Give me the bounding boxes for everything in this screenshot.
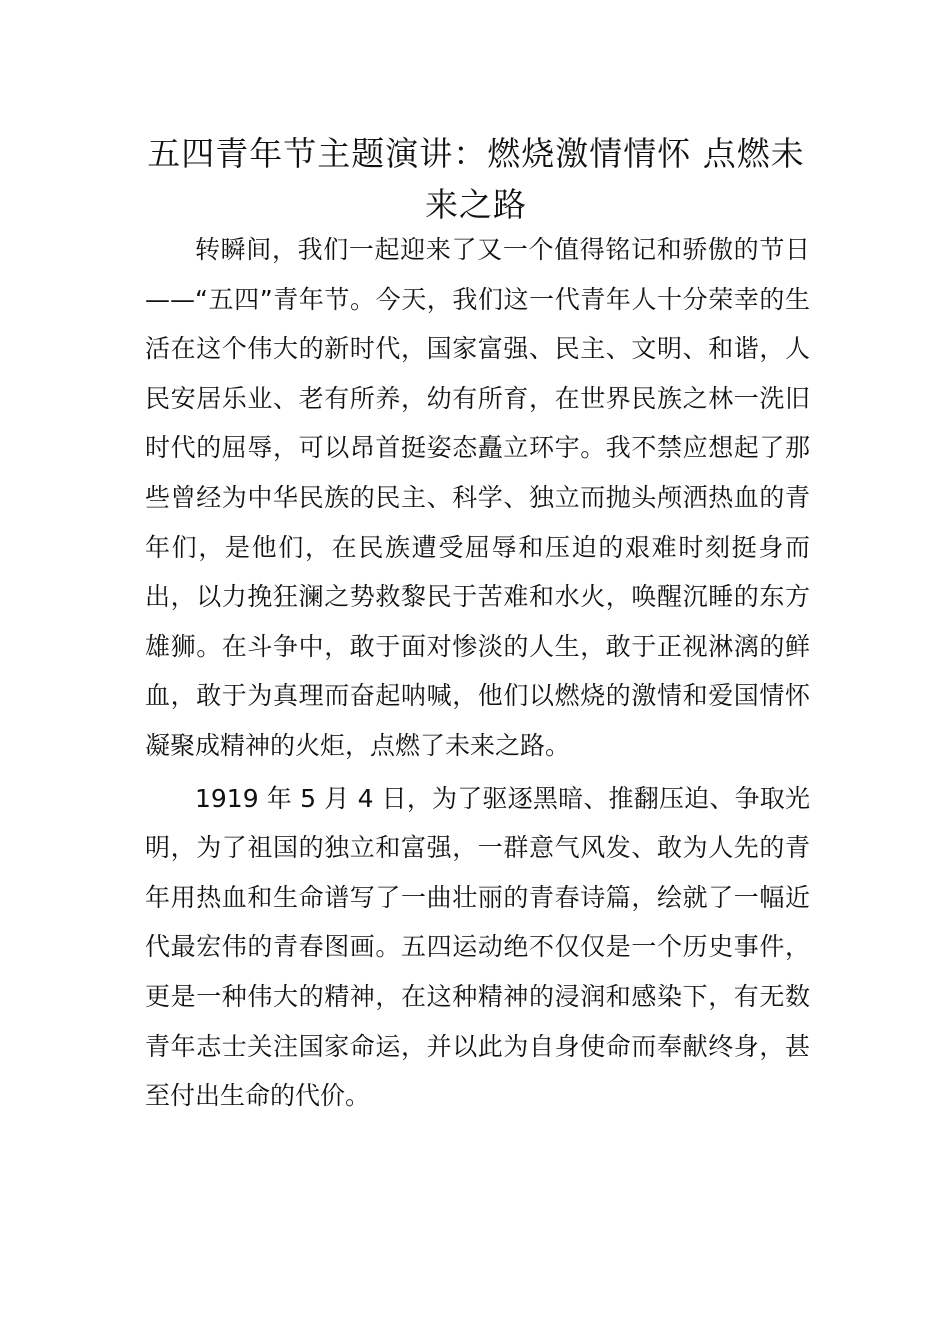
- paragraph-1: 转瞬间，我们一起迎来了又一个值得铭记和骄傲的节日——“五四”青年节。今天，我们这一代青年人十分荣幸的生活在这个伟大的新时代，国家富强、民主、文明、和谐，人民安居乐业、老有所养，幼有所育，在世界民族之林一洗旧时代的屈辱，可以昂首挺姿态矗立环宇。我不禁应想起了那些曾经为中华民族的民主、科学、独立而抛头颅洒热血的青年们，是他们，在民族遭受屈辱和压迫的艰难时刻挺身而出，以力挽狂澜之势救黎民于苦难和水火，唤醒沉睡的东方雄狮。在斗争中，敢于面对惨淡的人生，敢于正视淋漓的鲜血，敢于为真理而奋起呐喊，他们以燃烧的激情和爱国情怀凝聚成精神的火炬，点燃了未来之路。: [145, 235, 810, 760]
- document-body: [145, 225, 810, 1124]
- paragraph-2: 1919 年 5 月 4 日，为了驱逐黑暗、推翻压迫、争取光明，为了祖国的独立和富强，一群意气风发、敢为人先的青年用热血和生命谱写了一曲壮丽的青春诗篇，绘就了一幅近代最宏伟的青春图画。五四运动绝不仅仅是一个历史事件，更是一种伟大的精神，在这种精神的浸润和感染下，有无数青年志士关注国家命运，并以此为自身使命而奉献终身，甚至付出生命的代价。: [145, 783, 810, 1111]
- document-title: 五四青年节主题演讲：燃烧激情情怀 点燃未来之路: [147, 134, 805, 224]
